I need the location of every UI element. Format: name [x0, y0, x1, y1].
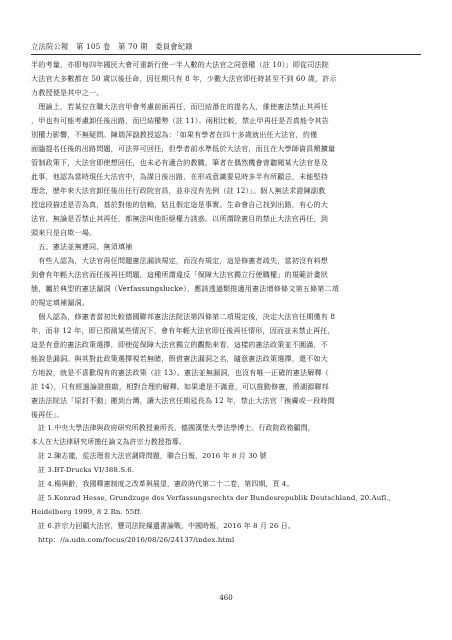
header-rule	[31, 54, 421, 55]
body-line: 後再任」。	[31, 410, 64, 419]
footnote-line: 註 2.陳志龍，從法理看大法官調降問題，聯合日報，2016 年 8 月 30 號	[31, 452, 267, 460]
body-line: 理念，歷年來大法官卸任後出任行政院官員，並非沒有先例（註 12）」。個人無法求證陳副教	[31, 186, 326, 195]
body-line: 到會有年輕大法官而任後再任問題，這種所謂違反「保障大法官獨立行使職權」的規範計畫狀	[31, 270, 328, 279]
body-line: 方地說，就是不喜歡現有的憲法政策（註 13）。憲法並無漏洞，也沒有唯一正確的憲法解釋（	[31, 368, 329, 377]
body-line: 能說是漏洞。與其對此政策選擇視若無睹，假借憲法漏洞之名，隨意憲法政策選擇，還不如大	[31, 354, 328, 363]
body-line: 註 14），只有經過論證推敲，相對合理的解釋。如果還是不滿意，可以推動修憲，將湖源聯邦	[31, 382, 329, 391]
body-line: 法官，無論是否禁止其再任，都無法叫他拒絕權力誘惑。以所謂除憲目的禁止大法官再任，到	[31, 214, 328, 223]
body-line: 的規定填補漏洞。	[31, 298, 89, 307]
body-line: 年，而非 12 年，即已預測某些情況下，會有年輕大法官即任後再任情形，因而並未禁止再任，	[31, 326, 335, 335]
body-line: 面臨提名任後的出路問題，可法界可回任，但學者前水準低於大法官，而且在大學師資員額擴量	[31, 144, 336, 153]
page-header: 立法院公報 第 105 卷 第 70 期 委員會紀錄	[31, 42, 193, 51]
body-line: 授這段描述是否為真，基於對他的信賴，姑且假定這是事實。生命會自己找到出路，有心的大	[31, 200, 328, 209]
page-number: 460	[219, 594, 233, 602]
body-line: 頭來只是自欺一場。	[31, 228, 97, 237]
body-line: 大法官大多數都在 50 歲以後任命，因任期只有 8 年，少數大法官即任時甚至不到 60 歲，許示	[31, 74, 337, 83]
body-line: ，甲也有可能考慮卸任後出路，而巴結權勢（註 11）。兩相比較，禁止甲再任是否真能令其告	[31, 116, 329, 125]
section-heading: 五、憲法並無連同、無須填補	[31, 242, 133, 251]
body-line: 這是有意的憲法政策選擇，即使從保障大法官獨立的觀點來看，這樣的憲法政策並不圓滿，不	[31, 340, 328, 349]
body-line: 力教授便是其中之一。	[31, 88, 104, 97]
body-line: 理論上，若某位在職大法官甲會考慮前面再任，而巴結潛在的提名人，維使憲法禁止其再任	[31, 102, 328, 111]
footnote-line: 本人在大法律研究所擔任論文為許宗力教授指導。	[31, 438, 186, 446]
body-line: 此事，他認為當時現任大法官中，為謀日後出路，在形成意識要見時多半有所顧忌，未能堅持	[31, 172, 328, 181]
body-line: 態，屬於典型的憲法漏洞（Verfassungslucke），應該透過類推適用憲法增修條文第五條第二項	[31, 284, 339, 293]
body-line: 半的考量，亦即每四年國民大會可重新行使一半人數的大法官之同意權（註 10）」即從司法院	[31, 60, 329, 69]
body-line: 個人認為，修憲者當初比較德國聯邦憲法法院法第四條第二項規定後，決定大法官任期僅有 8	[31, 312, 336, 321]
footnote-line: 註 6.許宗力回顧大法官，豐司法院爆遺書論戰，中國時報，2016 年 8 月 26 日。	[31, 522, 295, 530]
footnote-link: http：//a.udn.com/focus/2016/08/26/24137/index.html	[31, 536, 235, 544]
body-line: 有些人認為，大法官再任問題憲法漏該規定，而沒有規定，這是修憲者疏失，當初沒有料想	[31, 256, 328, 265]
footnote-line: 註 4.楊與齡，我國釋憲制度之改革與展望，憲政時代第二十二卷，第四期，頁 4。	[31, 480, 294, 488]
body-line: 憲法法院法「原封不動」搬到台灣，讓大法官任期延長為 12 年，禁止大法官「換膚或一段時間	[31, 396, 335, 405]
footnote-line: 註 5.Konrad Hesse, Grundzuge des Verfassungsrechts der Bundesrepublik Deutschland, 20.Aufl.,	[31, 494, 392, 502]
body-line: 管制政策下，大法官即使想回任，也未必有適合的教職，筆者在偶然機會曾聽聞某大法官是及	[31, 158, 328, 167]
footnote-line: 註 1.中央大學法律與政府研究所教授兼所長、德國漢堡大學法學博士、行政院政務顧問，	[31, 424, 315, 432]
footnote-line: 註 3.BT-Drucks VI/388.S.6.	[31, 466, 135, 474]
body-line: 別權力影響，不無疑問。陳瑞萍副教授認為：「如果有學者在四十多歲就出任大法官，約僅	[31, 130, 318, 139]
footnote-line: Heidelberg 1999, 8 2 Rn. 55ff.	[31, 508, 142, 516]
